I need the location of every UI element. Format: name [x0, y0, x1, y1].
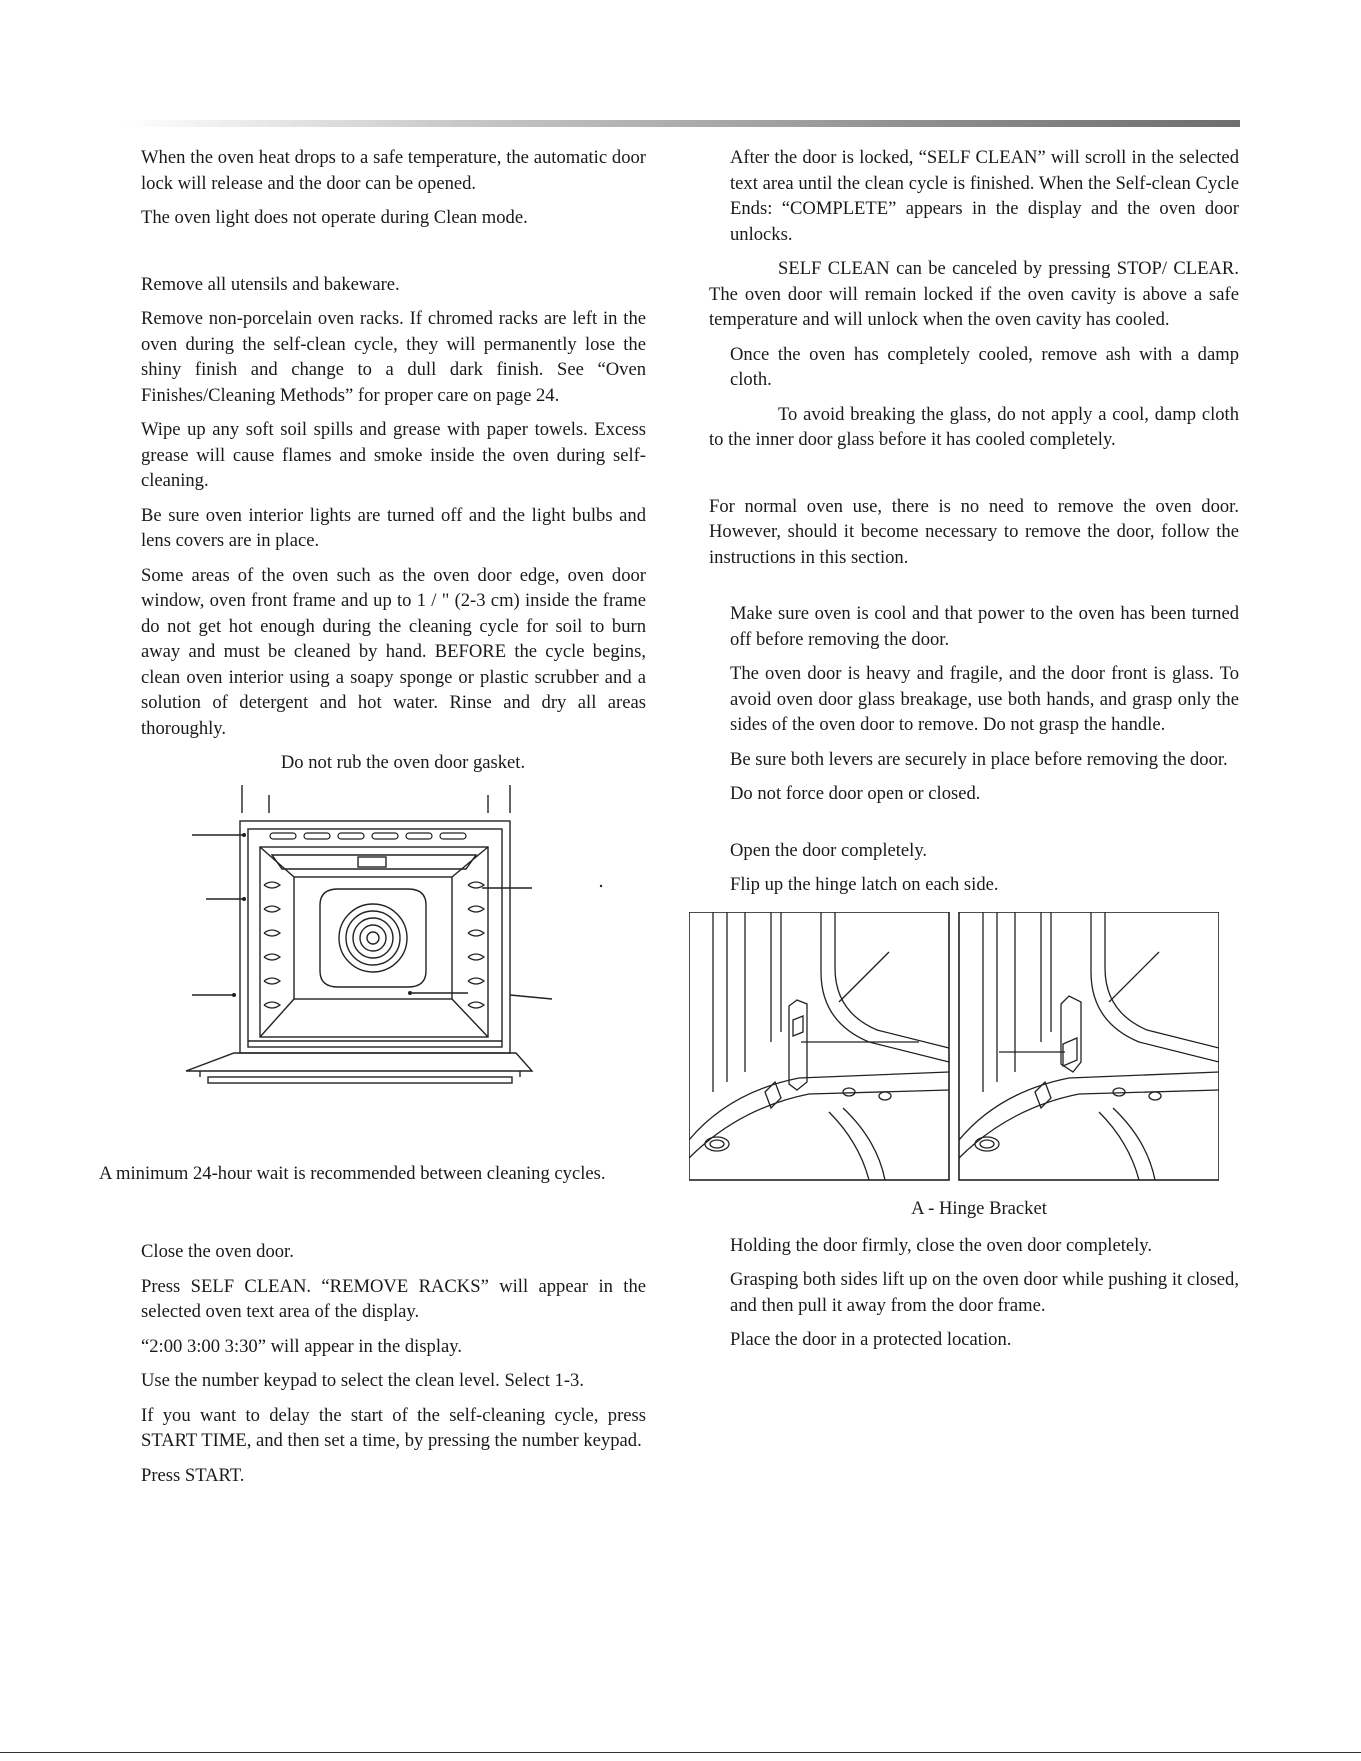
header-rule	[122, 120, 1240, 127]
step-remove-utensils: Remove all utensils and bakeware.	[141, 273, 400, 295]
step-lift-door: Grasping both sides lift up on the oven door while pushing it closed, and then pull it away from the door frame.	[730, 1269, 1239, 1316]
paragraph-door-removal-intro: For normal oven use, there is no need to remove the oven door. However, should it become necessary to remove the door, follow the instructions in this section.	[709, 495, 1239, 568]
warning-do-not-force: Do not force door open or closed.	[730, 783, 981, 804]
step-press-start: Press START.	[141, 1464, 245, 1486]
step-delay-start: If you want to delay the start of the self-cleaning cycle, press START TIME, and then set a time, by pressing the number keypad.	[141, 1404, 646, 1451]
oven-interior-illustration	[120, 785, 646, 1107]
warning-levers-in-place: Be sure both levers are securely in place before removing the door.	[730, 748, 1228, 770]
step-remove-racks: Remove non-porcelain oven racks. If chromed racks are left in the oven during the self-clean cycle, they will permanently lose the shiny finish and change to a dull dark finish. See “Oven Finishes/Cleaning Methods” for proper care on page 24.	[141, 308, 646, 406]
right-column	[709, 145, 1239, 1362]
step-clean-times-display: “2:00 3:00 3:30” will appear in the display.	[141, 1335, 463, 1357]
paragraph-oven-light: The oven light does not operate during Clean mode.	[141, 207, 528, 228]
warning-oven-cool: Make sure oven is cool and that power to the oven has been turned off before removing the door.	[730, 603, 1239, 650]
step-close-door: Close the oven door.	[141, 1241, 294, 1262]
step-wipe-spills: Wipe up any soft soil spills and grease with paper towels. Excess grease will cause flames and smoke inside the oven during self-cleaning.	[141, 419, 646, 491]
step-open-door: Open the door completely.	[730, 839, 928, 861]
note-avoid-breaking-glass: To avoid breaking the glass, do not apply a cool, damp cloth to the inner door glass before it has cooled completely.	[709, 403, 1239, 450]
note-door-gasket: Do not rub the oven door gasket.	[280, 752, 526, 773]
paragraph-remove-ash: Once the oven has completely cooled, remove ash with a damp cloth.	[730, 343, 1239, 390]
step-close-door-firmly: Holding the door firmly, close the oven door completely.	[730, 1234, 1153, 1256]
step-select-clean-level: Use the number keypad to select the clean level. Select 1-3.	[141, 1370, 584, 1391]
step-clean-by-hand: Some areas of the oven such as the oven door edge, oven door window, oven front frame and up to 1 / " (2-3 cm) inside the frame do not get hot enough during the cleaning cycle for soil to burn away and must be cleaned by hand. BEFORE the cycle begins, clean oven interior using a soapy sponge or plastic scrubber and a solution of detergent and hot water. Rinse and dry all areas thoroughly.	[141, 564, 646, 739]
paragraph-wait-between-cycles: A minimum 24-hour wait is recommended between cleaning cycles.	[99, 1162, 606, 1184]
left-column	[99, 145, 646, 1497]
note-cancel-self-clean: SELF CLEAN can be canceled by pressing STOP/ CLEAR. The oven door will remain locked if the oven cavity is above a safe temperature and will unlock when the oven cavity has cooled.	[709, 258, 1239, 330]
footer-rule	[0, 1752, 1361, 1753]
step-place-door: Place the door in a protected location.	[730, 1329, 1012, 1350]
paragraph-self-clean-scroll: After the door is locked, “SELF CLEAN” will scroll in the selected text area until the clean cycle is finished. When the Self-clean Cycle Ends: “COMPLETE” appears in the display and the oven door unlocks.	[730, 147, 1239, 245]
step-lights-off: Be sure oven interior lights are turned off and the light bulbs and lens covers are in place.	[141, 504, 646, 551]
step-flip-hinge-latch: Flip up the hinge latch on each side.	[730, 874, 999, 895]
paragraph-door-lock-release: When the oven heat drops to a safe temperature, the automatic door lock will release and the door can be opened.	[141, 147, 646, 194]
figure-caption-hinge-bracket: A - Hinge Bracket	[911, 1197, 1047, 1219]
hinge-bracket-illustration	[689, 912, 1219, 1192]
step-press-self-clean: Press SELF CLEAN. “REMOVE RACKS” will appear in the selected oven text area of the display.	[141, 1275, 646, 1322]
warning-door-heavy: The oven door is heavy and fragile, and the door front is glass. To avoid oven door glass breakage, use both hands, and grasp only the sides of the oven door to remove. Do not grasp the handle.	[730, 663, 1239, 735]
